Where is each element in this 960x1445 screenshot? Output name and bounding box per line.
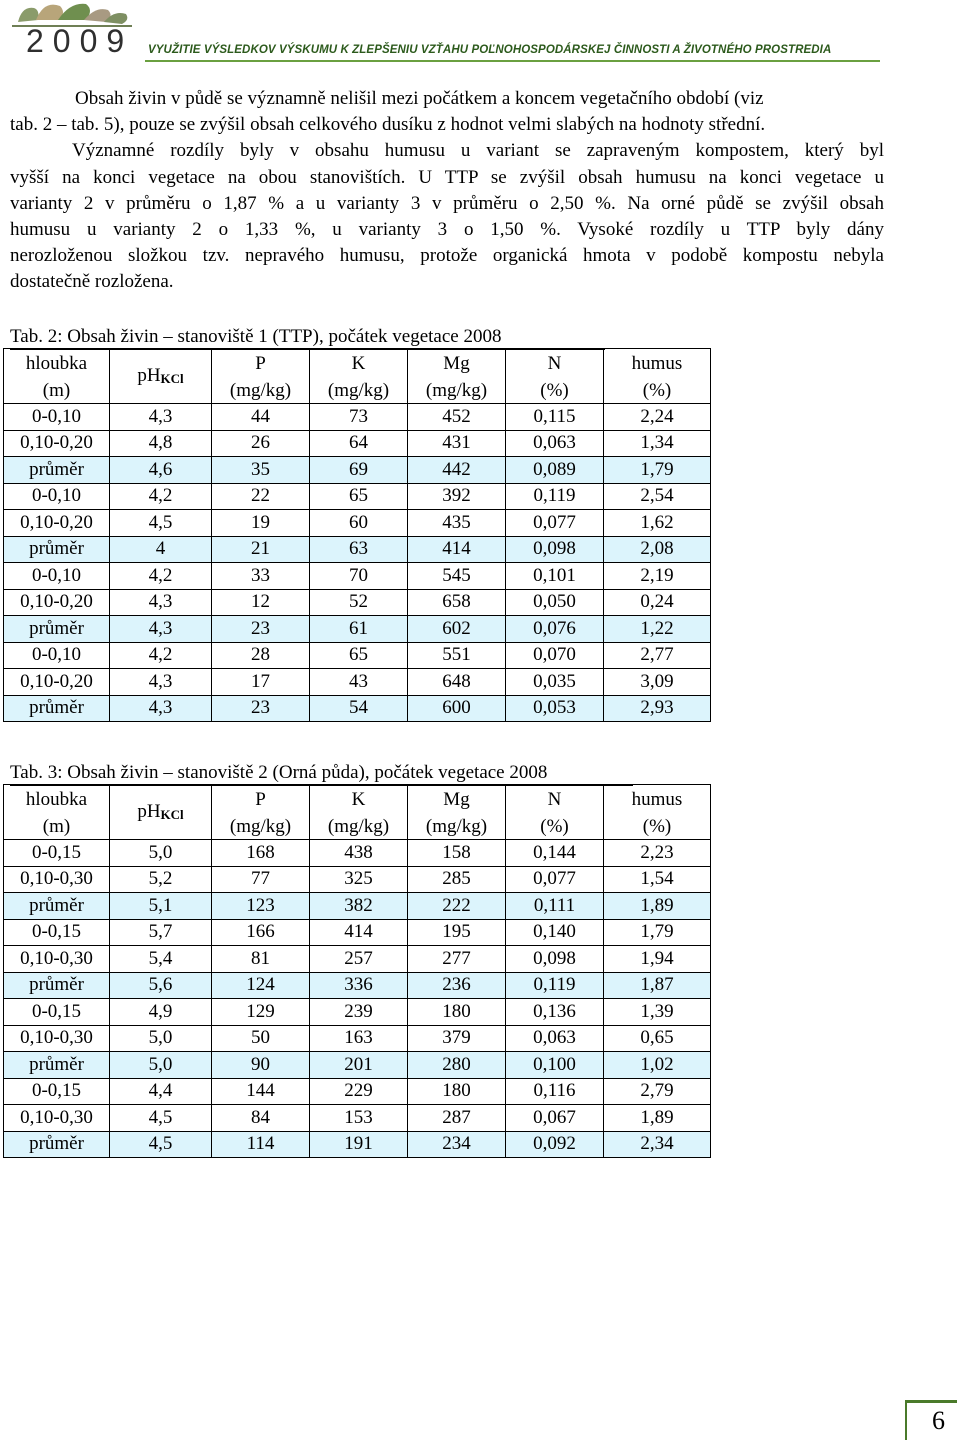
table-cell: 1,54: [604, 866, 711, 893]
header-p-unit: (mg/kg): [212, 815, 310, 840]
table-cell: 4,8: [110, 430, 212, 457]
table-cell: 28: [212, 642, 310, 669]
page-number-box: [905, 1400, 957, 1440]
table-cell: průměr: [4, 457, 110, 484]
logo-year: 2009: [26, 23, 134, 59]
table-cell: průměr: [4, 972, 110, 999]
header-n-unit: (%): [506, 815, 604, 840]
table-cell: 0,140: [506, 919, 604, 946]
table-cell: 325: [310, 866, 408, 893]
table-row: [4, 999, 711, 1026]
table-cell: 551: [408, 642, 506, 669]
header-mg-unit: (mg/kg): [408, 379, 506, 404]
table-cell: 4,2: [110, 642, 212, 669]
table-cell: 124: [212, 972, 310, 999]
table-cell: 77: [212, 866, 310, 893]
table-row: [4, 919, 711, 946]
table-cell: 61: [310, 616, 408, 643]
table-row: [4, 616, 711, 643]
table-row: [4, 893, 711, 920]
table-cell: 0,100: [506, 1052, 604, 1079]
header-depth: hloubka: [4, 349, 110, 380]
table-cell: 4,6: [110, 457, 212, 484]
table-cell: průměr: [4, 695, 110, 722]
table-cell: 1,22: [604, 616, 711, 643]
table-cell: 2,77: [604, 642, 711, 669]
table-cell: 191: [310, 1131, 408, 1158]
table-cell: 22: [212, 483, 310, 510]
table-cell: 4,3: [110, 695, 212, 722]
page-number-rule: [905, 1400, 957, 1403]
table-cell: 0-0,10: [4, 563, 110, 590]
table-cell: 50: [212, 1025, 310, 1052]
table-cell: 0,10-0,30: [4, 946, 110, 973]
table-cell: 0,136: [506, 999, 604, 1026]
table-row: [4, 430, 711, 457]
header-ph-label: pH: [137, 365, 161, 386]
table-cell: průměr: [4, 1052, 110, 1079]
table-cell: 2,24: [604, 404, 711, 431]
body-paragraph: [10, 86, 884, 296]
table-cell: 600: [408, 695, 506, 722]
table-cell: 0,077: [506, 510, 604, 537]
table-cell: 60: [310, 510, 408, 537]
table-cell: 0,098: [506, 946, 604, 973]
table-cell: 5,4: [110, 946, 212, 973]
table-cell: 1,34: [604, 430, 711, 457]
paragraph-line: tab. 2 – tab. 5), pouze se zvýšil obsah celkového dusíku z hodnot velmi slabých na hodnoty střední.: [10, 114, 766, 136]
header-humus-unit: (%): [604, 379, 711, 404]
table-cell: 4,3: [110, 404, 212, 431]
paragraph-line: Obsah živin v půdě se významně nelišil mezi počátkem a koncem vegetačního období (viz: [75, 88, 764, 109]
table-cell: 69: [310, 457, 408, 484]
table-cell: 4,4: [110, 1078, 212, 1105]
table-cell: 4,2: [110, 563, 212, 590]
header-divider: [145, 60, 880, 62]
table-row: [4, 669, 711, 696]
header-humus: humus: [604, 349, 711, 380]
table-cell: 0,10-0,20: [4, 510, 110, 537]
table-cell: 285: [408, 866, 506, 893]
header-depth-unit: (m): [4, 379, 110, 404]
table-cell: 0,092: [506, 1131, 604, 1158]
table-cell: 658: [408, 589, 506, 616]
table-cell: 0,063: [506, 430, 604, 457]
header-p: P: [212, 785, 310, 816]
table-cell: 0,119: [506, 972, 604, 999]
header-depth-unit: (m): [4, 815, 110, 840]
table-cell: 442: [408, 457, 506, 484]
table3-body: [4, 840, 711, 1158]
paragraph-line: humusu u varianty 2 o 1,33 %, u varianty 3 o 1,50 %. Vysoké rozdíly u TTP byly dány: [10, 219, 884, 241]
table-row: [4, 404, 711, 431]
table-cell: 0-0,10: [4, 404, 110, 431]
table-cell: 1,89: [604, 893, 711, 920]
table-cell: 4,5: [110, 1131, 212, 1158]
table-cell: 73: [310, 404, 408, 431]
table-cell: 234: [408, 1131, 506, 1158]
table-cell: 0-0,15: [4, 999, 110, 1026]
header-ph: [110, 785, 212, 840]
header-ph-sub: KCl: [160, 371, 184, 386]
table-cell: 4: [110, 536, 212, 563]
table-cell: 236: [408, 972, 506, 999]
table-cell: 2,23: [604, 840, 711, 867]
table-row: [4, 642, 711, 669]
table-cell: 229: [310, 1078, 408, 1105]
table-cell: 0,119: [506, 483, 604, 510]
table-cell: 336: [310, 972, 408, 999]
header-n: N: [506, 785, 604, 816]
table-cell: 239: [310, 999, 408, 1026]
table-cell: 438: [310, 840, 408, 867]
table-cell: 17: [212, 669, 310, 696]
table-cell: 90: [212, 1052, 310, 1079]
table-cell: 0,10-0,20: [4, 589, 110, 616]
table-cell: 277: [408, 946, 506, 973]
table-cell: 4,5: [110, 1105, 212, 1132]
table-cell: 168: [212, 840, 310, 867]
table-cell: 4,5: [110, 510, 212, 537]
header-mg-unit: (mg/kg): [408, 815, 506, 840]
project-title: VYUŽITIE VÝSLEDKOV VÝSKUMU K ZLEPŠENIU VZŤAHU POĽNOHOSPODÁRSKEJ ČINNOSTI A ŽIVOTNÉHO PROSTREDIA: [148, 44, 832, 56]
table-cell: 0-0,15: [4, 919, 110, 946]
table3: [3, 784, 711, 1158]
header-k-unit: (mg/kg): [310, 815, 408, 840]
table-row: [4, 972, 711, 999]
table-cell: 23: [212, 616, 310, 643]
table2-body: [4, 404, 711, 722]
table2-caption: Tab. 2: Obsah živin – stanoviště 1 (TTP), počátek vegetace 2008: [10, 326, 502, 347]
header-k-unit: (mg/kg): [310, 379, 408, 404]
table-cell: 0,101: [506, 563, 604, 590]
table-cell: 431: [408, 430, 506, 457]
table-row: [4, 840, 711, 867]
table-cell: 0,050: [506, 589, 604, 616]
table-cell: 1,39: [604, 999, 711, 1026]
header-depth: hloubka: [4, 785, 110, 816]
table-cell: 43: [310, 669, 408, 696]
table-row: [4, 457, 711, 484]
table-cell: 153: [310, 1105, 408, 1132]
table-cell: 257: [310, 946, 408, 973]
table-cell: 44: [212, 404, 310, 431]
table-cell: 435: [408, 510, 506, 537]
table-cell: průměr: [4, 536, 110, 563]
table-cell: průměr: [4, 616, 110, 643]
header-n: N: [506, 349, 604, 380]
table-cell: 33: [212, 563, 310, 590]
table-row: [4, 510, 711, 537]
table-cell: 0,089: [506, 457, 604, 484]
table-cell: 166: [212, 919, 310, 946]
table-row: [4, 1078, 711, 1105]
table-cell: 163: [310, 1025, 408, 1052]
header-ph: [110, 349, 212, 404]
table-cell: průměr: [4, 1131, 110, 1158]
table-row: [4, 695, 711, 722]
logo: [0, 0, 140, 62]
table-cell: 0,24: [604, 589, 711, 616]
table-row: [4, 1131, 711, 1158]
header-p-unit: (mg/kg): [212, 379, 310, 404]
table-cell: 26: [212, 430, 310, 457]
table-cell: 0,076: [506, 616, 604, 643]
table-row: [4, 946, 711, 973]
table-row: [4, 866, 711, 893]
table-cell: 4,3: [110, 669, 212, 696]
table-cell: 2,08: [604, 536, 711, 563]
table-cell: 287: [408, 1105, 506, 1132]
table-cell: 23: [212, 695, 310, 722]
table-cell: 65: [310, 483, 408, 510]
table-cell: 19: [212, 510, 310, 537]
table-cell: 414: [310, 919, 408, 946]
table-cell: 12: [212, 589, 310, 616]
table-cell: 5,7: [110, 919, 212, 946]
table-cell: 648: [408, 669, 506, 696]
paragraph-line: nerozloženou složkou tzv. nepravého humusu, protože organická hmota v podobě kompostu nebyla: [10, 245, 884, 267]
table-cell: 0-0,10: [4, 642, 110, 669]
table-cell: 0,098: [506, 536, 604, 563]
table-cell: 0,115: [506, 404, 604, 431]
table-cell: 114: [212, 1131, 310, 1158]
table-cell: 64: [310, 430, 408, 457]
table-cell: 2,93: [604, 695, 711, 722]
table-cell: 195: [408, 919, 506, 946]
table-cell: 0,070: [506, 642, 604, 669]
table-row: [4, 563, 711, 590]
table-cell: 158: [408, 840, 506, 867]
table-cell: 5,6: [110, 972, 212, 999]
table-cell: 2,54: [604, 483, 711, 510]
table-cell: 54: [310, 695, 408, 722]
table-cell: 2,79: [604, 1078, 711, 1105]
table-cell: 1,02: [604, 1052, 711, 1079]
table-cell: 545: [408, 563, 506, 590]
table-cell: 0,111: [506, 893, 604, 920]
table-cell: 222: [408, 893, 506, 920]
table-cell: 180: [408, 1078, 506, 1105]
table-cell: 70: [310, 563, 408, 590]
table-cell: 4,3: [110, 616, 212, 643]
table-cell: průměr: [4, 893, 110, 920]
table-cell: 35: [212, 457, 310, 484]
table-row: [4, 536, 711, 563]
header-n-unit: (%): [506, 379, 604, 404]
table-cell: 1,89: [604, 1105, 711, 1132]
header-ph-sub: KCl: [160, 807, 184, 822]
table-row: [4, 1025, 711, 1052]
table-cell: 1,87: [604, 972, 711, 999]
paragraph-line: varianty 2 v průměru o 1,87 % a u varianty 3 v průměru o 2,50 %. Na orné půdě se zvýšil obsah: [10, 192, 884, 214]
page-header: [0, 0, 960, 62]
table-cell: 123: [212, 893, 310, 920]
table3-caption: Tab. 3: Obsah živin – stanoviště 2 (Orná půda), počátek vegetace 2008: [10, 762, 548, 783]
table-cell: 84: [212, 1105, 310, 1132]
table-cell: 5,2: [110, 866, 212, 893]
header-humus: humus: [604, 785, 711, 816]
table-cell: 65: [310, 642, 408, 669]
header-mg: Mg: [408, 349, 506, 380]
table-cell: 21: [212, 536, 310, 563]
table-cell: 0,077: [506, 866, 604, 893]
table-cell: 0,035: [506, 669, 604, 696]
table-cell: 201: [310, 1052, 408, 1079]
header-k: K: [310, 785, 408, 816]
table-cell: 0,063: [506, 1025, 604, 1052]
table-cell: 129: [212, 999, 310, 1026]
paragraph-line: dostatečně rozložena.: [10, 271, 174, 293]
header-p: P: [212, 349, 310, 380]
table-row: [4, 1105, 711, 1132]
table-cell: 0,10-0,20: [4, 430, 110, 457]
table-cell: 0-0,10: [4, 483, 110, 510]
table-cell: 4,2: [110, 483, 212, 510]
table-cell: 1,62: [604, 510, 711, 537]
table-cell: 81: [212, 946, 310, 973]
table-cell: 0,65: [604, 1025, 711, 1052]
paragraph-line: Významné rozdíly byly v obsahu humusu u variant se zapraveným kompostem, který byl: [72, 140, 884, 162]
table2: [3, 348, 711, 722]
table-cell: 52: [310, 589, 408, 616]
table-cell: 392: [408, 483, 506, 510]
table-cell: 5,0: [110, 840, 212, 867]
header-ph-label: pH: [137, 801, 161, 822]
table-cell: 4,3: [110, 589, 212, 616]
table-cell: 0,10-0,20: [4, 669, 110, 696]
table-cell: 414: [408, 536, 506, 563]
table-cell: 382: [310, 893, 408, 920]
table-cell: 2,19: [604, 563, 711, 590]
table-cell: 0-0,15: [4, 1078, 110, 1105]
header-k: K: [310, 349, 408, 380]
table-cell: 4,9: [110, 999, 212, 1026]
table-cell: 3,09: [604, 669, 711, 696]
table-cell: 0,144: [506, 840, 604, 867]
table-cell: 0,116: [506, 1078, 604, 1105]
table-row: [4, 589, 711, 616]
table-cell: 180: [408, 999, 506, 1026]
table-row: [4, 1052, 711, 1079]
table-cell: 0,053: [506, 695, 604, 722]
table-cell: 0,10-0,30: [4, 1105, 110, 1132]
paragraph-line: vyšší na konci vegetace na obou stanovištích. U TTP se zvýšil obsah humusu na konci vegetace u: [10, 166, 884, 188]
table-cell: 5,0: [110, 1025, 212, 1052]
header-mg: Mg: [408, 785, 506, 816]
page-number: 6: [932, 1406, 945, 1435]
table-row: [4, 483, 711, 510]
table-cell: 602: [408, 616, 506, 643]
table-cell: 0,10-0,30: [4, 866, 110, 893]
table-cell: 0,10-0,30: [4, 1025, 110, 1052]
table-cell: 2,34: [604, 1131, 711, 1158]
table-cell: 63: [310, 536, 408, 563]
table-cell: 0-0,15: [4, 840, 110, 867]
table-cell: 280: [408, 1052, 506, 1079]
table-cell: 5,1: [110, 893, 212, 920]
table-cell: 1,79: [604, 919, 711, 946]
table-cell: 5,0: [110, 1052, 212, 1079]
table-cell: 144: [212, 1078, 310, 1105]
header-humus-unit: (%): [604, 815, 711, 840]
table-cell: 1,94: [604, 946, 711, 973]
table-cell: 379: [408, 1025, 506, 1052]
table-cell: 0,067: [506, 1105, 604, 1132]
table-cell: 452: [408, 404, 506, 431]
table-cell: 1,79: [604, 457, 711, 484]
